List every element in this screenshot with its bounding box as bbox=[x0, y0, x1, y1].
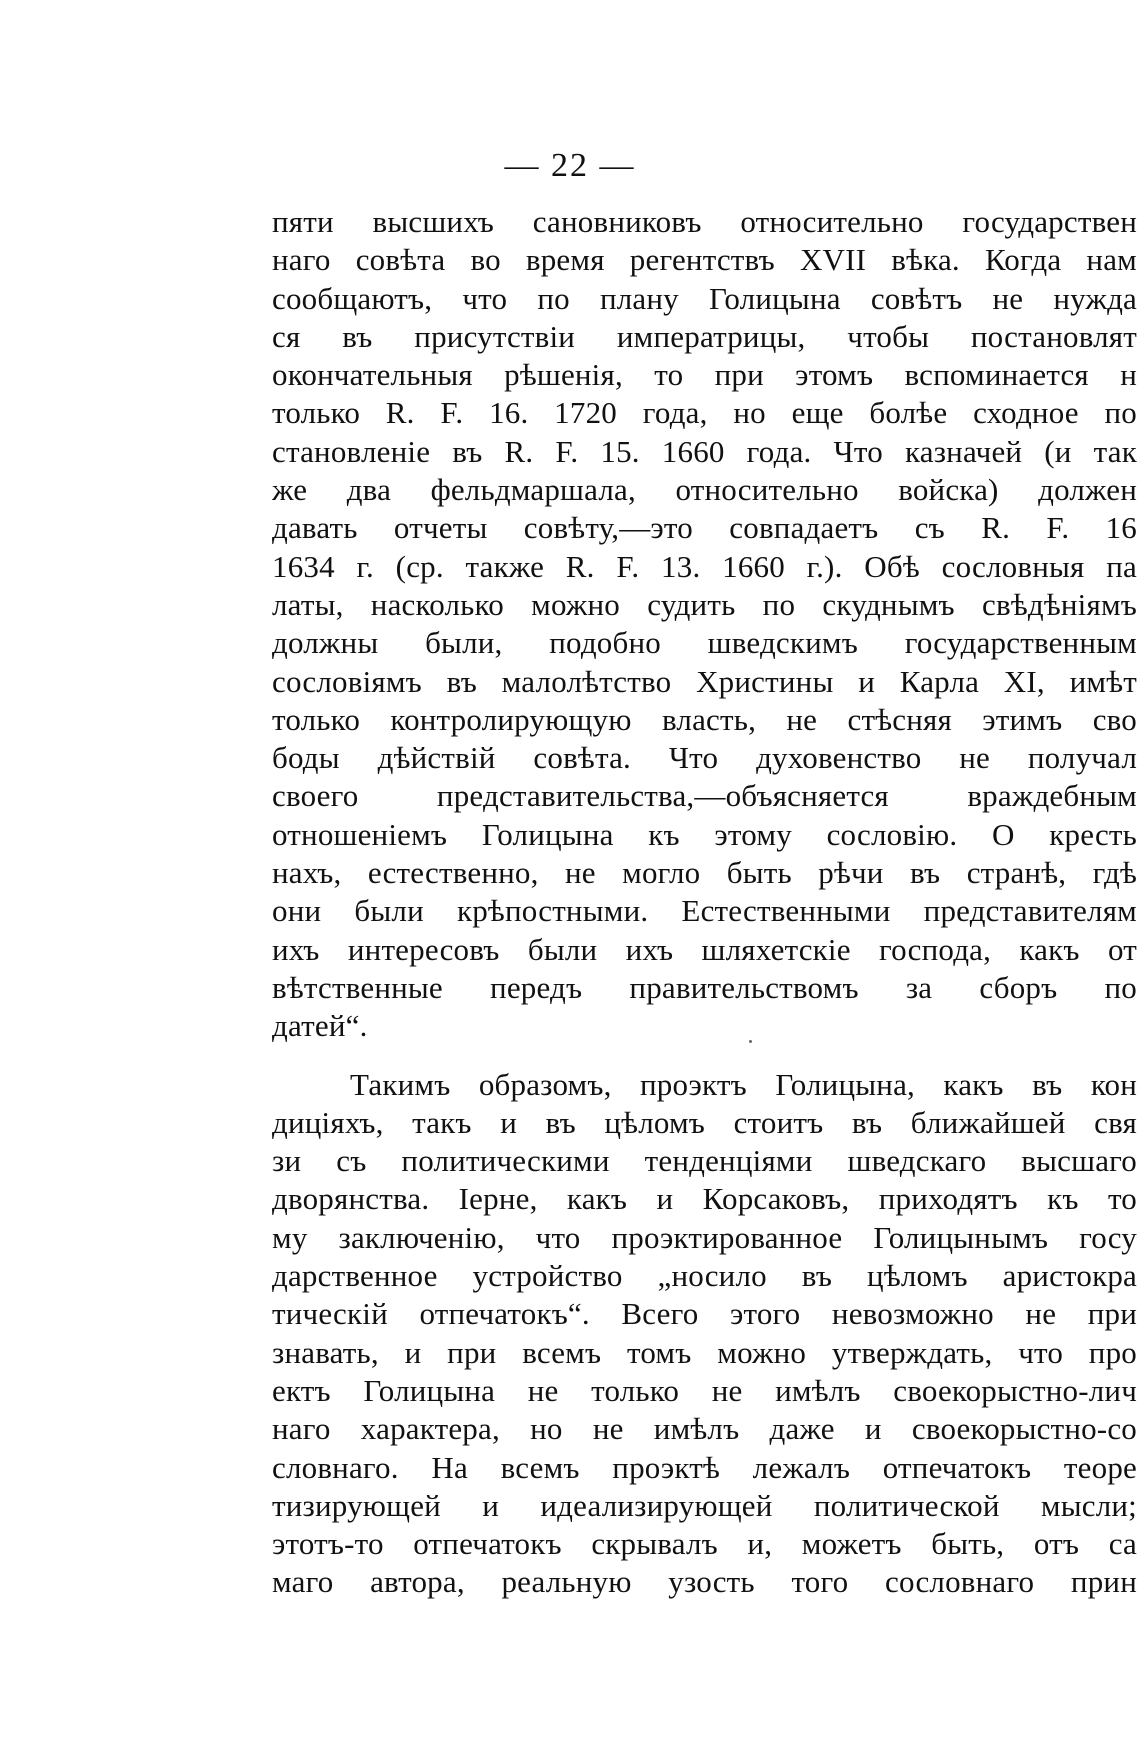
text-line: нахъ, естественно, не могло быть рѣчи въ странѣ, гдѣ bbox=[272, 855, 1137, 891]
text-line: этотъ-то отпечатокъ скрывалъ и, можетъ быть, отъ са bbox=[272, 1526, 1137, 1562]
text-line: вѣтственные передъ правительствомъ за сборъ по bbox=[272, 969, 1137, 1005]
text-line: пяти высшихъ сановниковъ относительно государствен bbox=[272, 204, 1137, 239]
text-line: 1634 г. (ср. также R. F. 13. 1660 г.). Обѣ сословныя па bbox=[272, 548, 1137, 584]
text-line: знавать, и при всемъ томъ можно утверждать, что про bbox=[272, 1334, 1137, 1370]
paragraph-spacer bbox=[272, 1046, 1137, 1066]
page-number: — 22 — bbox=[504, 147, 636, 184]
text-line: Такимъ образомъ, проэктъ Голицына, какъ въ кон bbox=[350, 1066, 1137, 1102]
text-line: отношеніемъ Голицына къ этому сословію. О кресть bbox=[272, 816, 1137, 852]
text-line: зи съ политическими тенденціями шведскаго высшаго bbox=[272, 1143, 1137, 1179]
text-line: ся въ присутствіи императрицы, чтобы постановлят bbox=[272, 318, 1137, 354]
text-line: своего представительства,—объясняется враждебным bbox=[272, 778, 1137, 814]
text-line: должны были, подобно шведскимъ государственным bbox=[272, 625, 1137, 661]
text-line: наго совѣта во время регентствъ XVII вѣка. Когда нам bbox=[272, 242, 1137, 278]
text-line: только контролирующую власть, не стѣсняя этимъ сво bbox=[272, 701, 1137, 737]
text-line: они были крѣпостными. Естественными представителям bbox=[272, 893, 1137, 929]
paragraph-1 bbox=[272, 203, 1137, 1046]
text-line: сообщаютъ, что по плану Голицына совѣтъ не нужда bbox=[272, 280, 1137, 316]
text-line: датей“. bbox=[272, 1008, 368, 1044]
text-line: маго автора, реальную узость того сословнаго прин bbox=[272, 1564, 1137, 1600]
text-line: боды дѣйствій совѣта. Что духовенство не получал bbox=[272, 740, 1137, 776]
text-line: сословіямъ въ малолѣтство Христины и Карла XI, имѣт bbox=[272, 663, 1137, 699]
text-line: диціяхъ, такъ и въ цѣломъ стоитъ въ ближайшей свя bbox=[272, 1104, 1137, 1140]
paragraph-2 bbox=[272, 1066, 1137, 1602]
text-line: наго характера, но не имѣлъ даже и своекорыстно-со bbox=[272, 1411, 1137, 1447]
body-text bbox=[272, 203, 1137, 1602]
text-line: му заключенію, что проэктированное Голицынымъ госу bbox=[272, 1219, 1137, 1255]
print-speck bbox=[749, 1040, 752, 1043]
text-line: давать отчеты совѣту,—это совпадаетъ съ R. F. 16 bbox=[272, 510, 1137, 546]
text-line: словнаго. На всемъ проэктѣ лежалъ отпечатокъ теоре bbox=[272, 1449, 1137, 1485]
text-line: тизирующей и идеализирующей политической мысли; bbox=[272, 1487, 1137, 1523]
text-line: ектъ Голицына не только не имѣлъ своекорыстно-лич bbox=[272, 1372, 1137, 1408]
text-line: дворянства. Іерне, какъ и Корсаковъ, приходятъ къ то bbox=[272, 1181, 1137, 1217]
text-line: тическій отпечатокъ“. Всего этого невозможно не при bbox=[272, 1296, 1137, 1332]
text-line: только R. F. 16. 1720 года, но еще болѣе сходное по bbox=[272, 395, 1137, 431]
text-line: ихъ интересовъ были ихъ шляхетскіе господа, какъ от bbox=[272, 931, 1137, 967]
text-line: латы, насколько можно судить по скуднымъ свѣдѣніямъ bbox=[272, 586, 1137, 622]
text-line: окончательныя рѣшенія, то при этомъ вспоминается н bbox=[272, 357, 1137, 393]
text-line: же два фельдмаршала, относительно войска) должен bbox=[272, 472, 1137, 508]
text-line: дарственное устройство „носило въ цѣломъ аристокра bbox=[272, 1258, 1137, 1294]
text-line: становленіе въ R. F. 15. 1660 года. Что казначей (и так bbox=[272, 433, 1137, 469]
